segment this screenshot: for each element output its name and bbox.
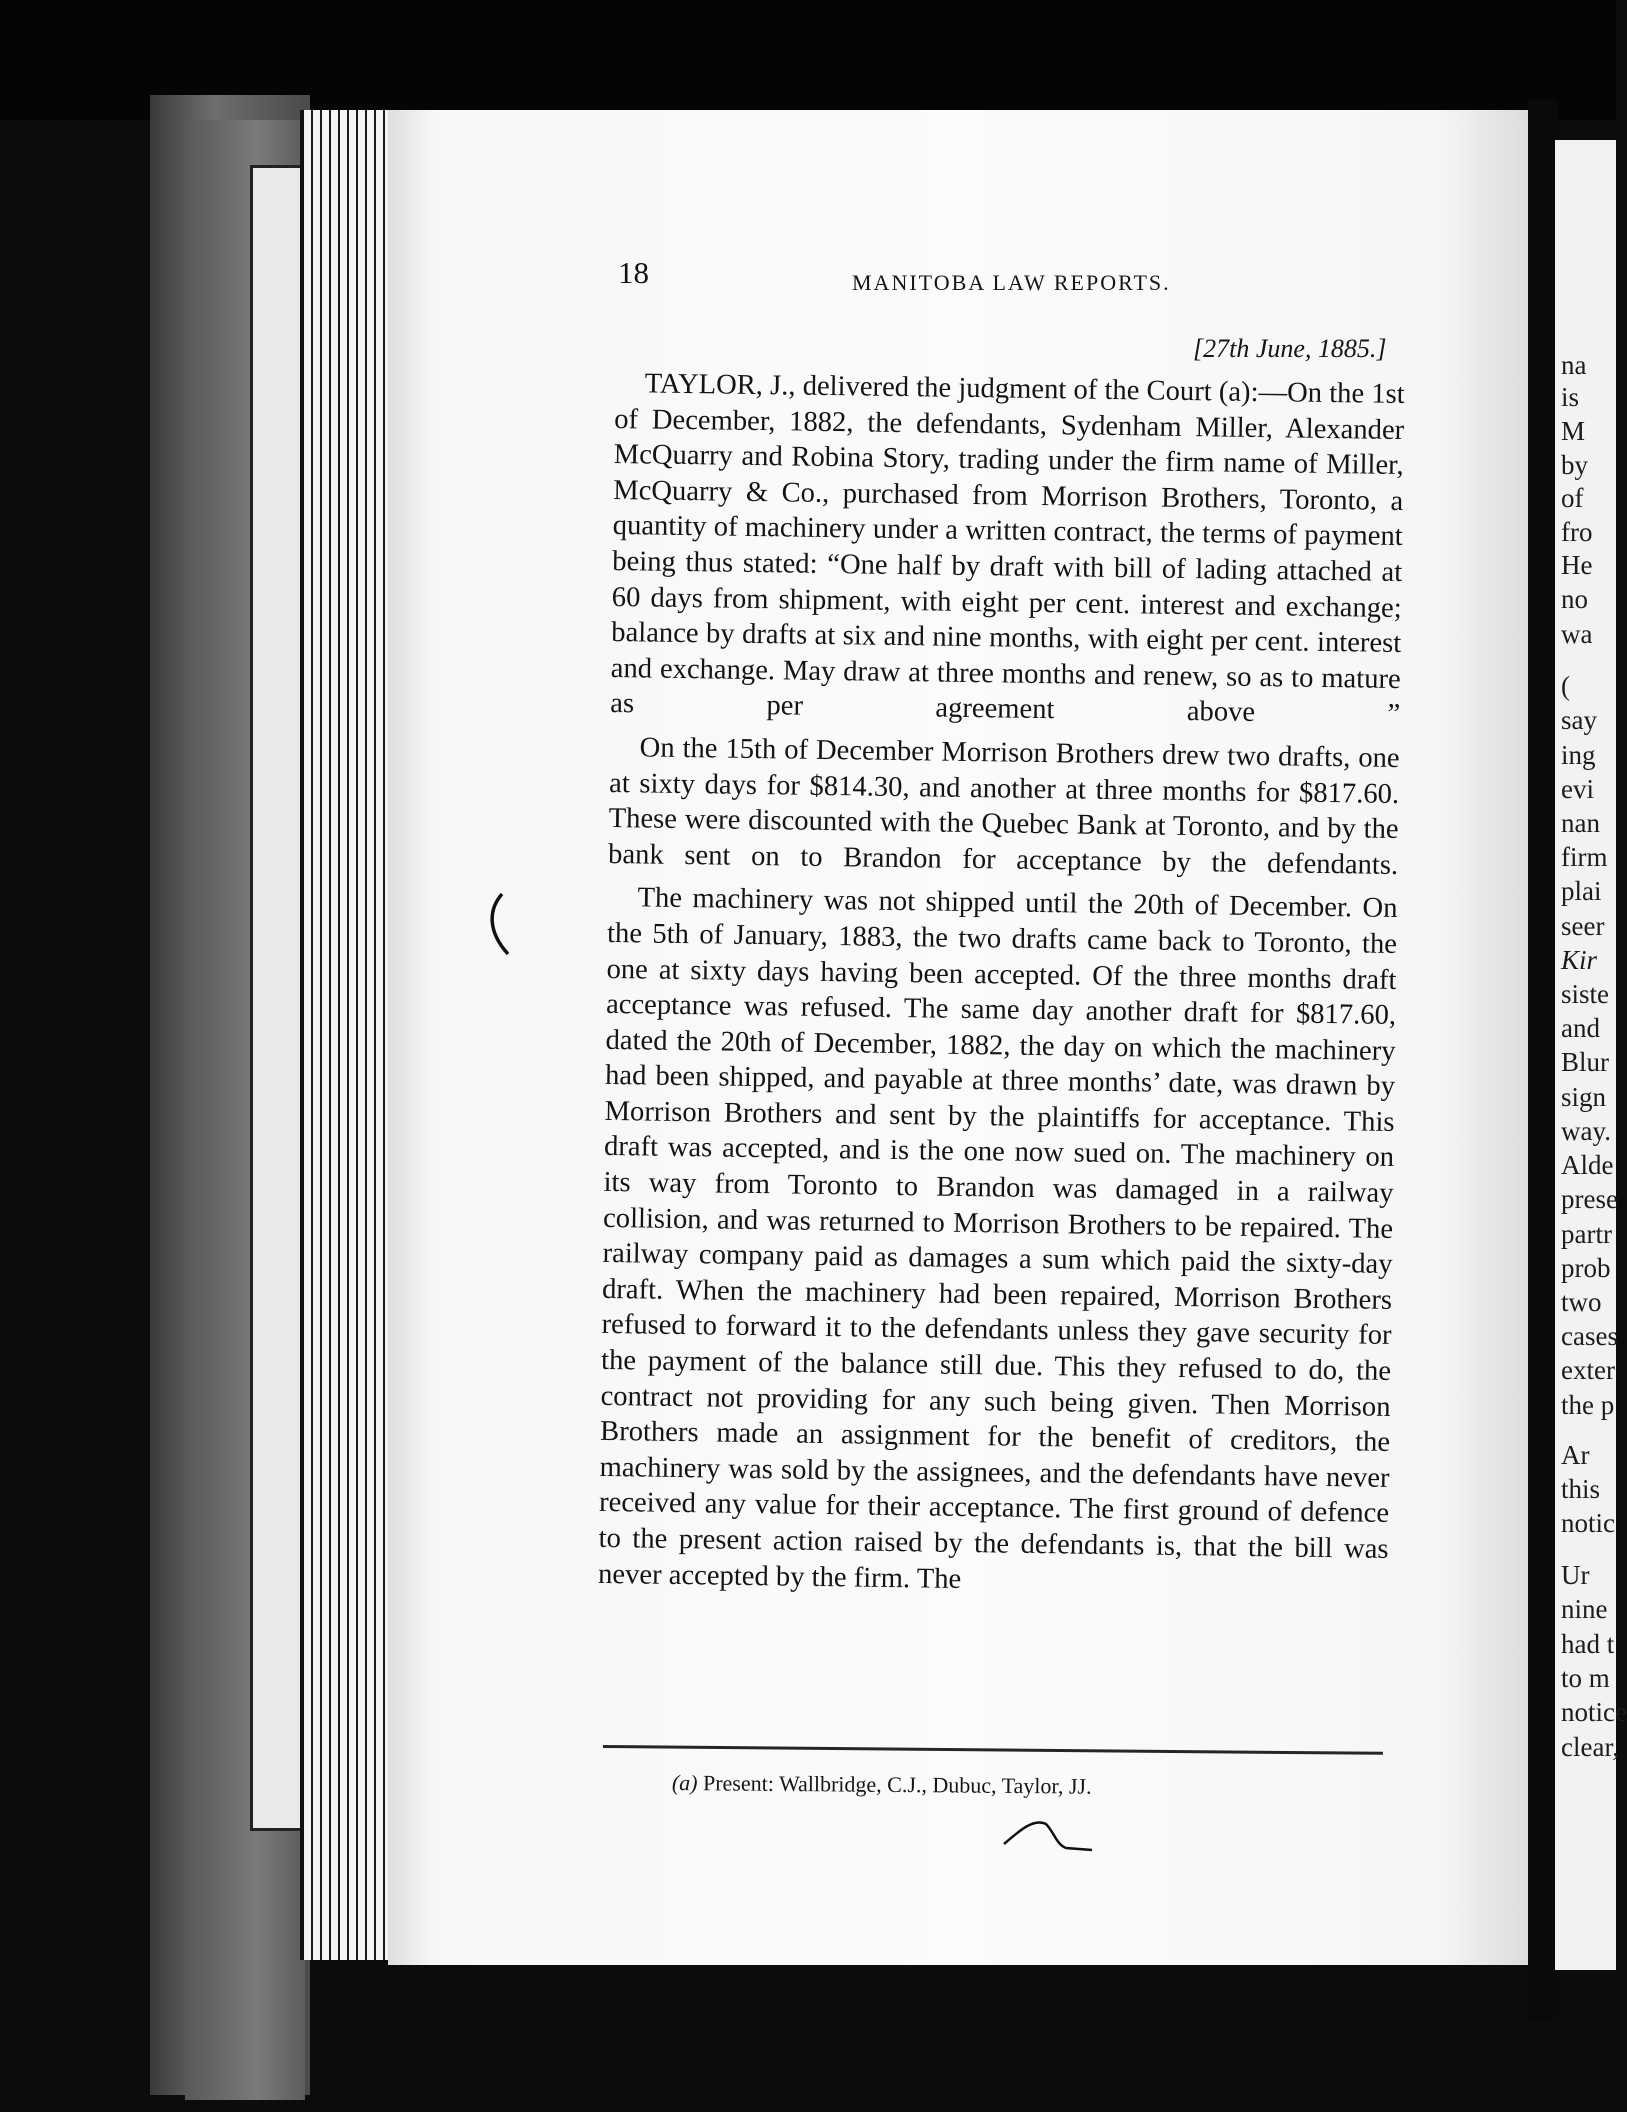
facing-page-fragment: two xyxy=(1561,1287,1602,1317)
running-head: MANITOBA LAW REPORTS. xyxy=(852,270,1171,295)
facing-page-fragment: by xyxy=(1561,450,1588,480)
footnote xyxy=(672,1770,1092,1800)
facing-page-fragment: na xyxy=(1561,350,1587,380)
facing-page-fragment: is xyxy=(1561,382,1580,412)
facing-page-fragment: clear, xyxy=(1561,1732,1620,1762)
facing-page-fragment: way. xyxy=(1561,1116,1611,1146)
book-gutter xyxy=(1528,100,1558,2020)
facing-page xyxy=(1555,140,1627,1970)
footnote-marker: (a) xyxy=(671,1770,698,1796)
facing-page-fragment: M xyxy=(1561,416,1586,446)
facing-page-fragment: say xyxy=(1561,705,1597,735)
facing-page-fragment: exter xyxy=(1561,1355,1615,1385)
page-edges xyxy=(300,110,394,1960)
facing-page-fragment: the p xyxy=(1561,1390,1615,1420)
facing-page-fragment: He xyxy=(1561,550,1593,580)
facing-page-fragment: Ur xyxy=(1561,1560,1590,1590)
facing-page-fragment: no xyxy=(1561,584,1588,614)
facing-page-fragment: siste xyxy=(1561,979,1610,1009)
judgment-text xyxy=(598,366,1405,1603)
facing-page-fragment: had t xyxy=(1561,1629,1615,1659)
facing-page-fragment: nan xyxy=(1561,808,1600,838)
pen-mark-bracket xyxy=(480,890,520,960)
judge-name: TAYLOR xyxy=(644,368,757,401)
footnote-text: Present: Wallbridge, C.J., Dubuc, Taylor, JJ. xyxy=(702,1770,1092,1799)
facing-page-fragment: of xyxy=(1561,483,1584,513)
facing-page-fragment: seer xyxy=(1561,911,1605,941)
facing-page-fragment: Alde xyxy=(1561,1150,1614,1180)
facing-page-fragment: ing xyxy=(1561,740,1596,770)
paragraph-1: TAYLOR, J., delivered the judgment of the Court (a):—On the 1st of December, 1882, the defendants, Sydenham Miller, Alexander McQuarry and Robina Story, trading under the firm name of Miller, McQuarry & Co., purchased from Morrison Brothers, Toronto, a quantity of machinery under a written contract, the terms of payment being thus stated: “One half by draft with bill of lading attached at 60 days from shipment, with eight per cent. interest and exchange; balance by drafts at six and nine months, with eight per cent. interest and exchange. May draw at three months and renew, so as to mature as per agreement above ” xyxy=(610,368,1405,731)
facing-page-fragment: wa xyxy=(1561,619,1593,649)
paragraph-3: The machinery was not shipped until the 20th of December. On the 5th of January, 1883, the two drafts came back to Toronto, the one at sixty days having been accepted. Of the three months draft acceptance was refused. The same day another draft for $817.60, dated the 20th of December, 1882, the day on which the machinery had been shipped, and payable at three months’ date, was drawn by Morrison Brothers and sent by the plaintiffs for acceptance. This draft was accepted, and is the one now sued on. The machinery on its way from Toronto to Brandon was damaged in a railway collision, and was returned to Morrison Brothers to be repaired. The railway company paid as damages a sum which paid the sixty-day draft. When the machinery had been repaired, Morrison Brothers refused to forward it to the defendants unless they gave security for the payment of the balance still due. This they refused to do, the contract not providing for any such being given. Then Morrison Brothers made an assignment for the benefit of creditors, the machinery was sold by the assignees, and the defendants have never received any value for their acceptance. The first ground of defence to the present action raised by the defendants is, that the bill was never accepted by the firm. The xyxy=(597,882,1398,1595)
facing-page-fragment: ( xyxy=(1561,671,1570,701)
facing-page-fragment: to m xyxy=(1561,1663,1610,1693)
facing-page-fragment: Ar xyxy=(1561,1440,1590,1470)
facing-page-fragment: fro xyxy=(1561,517,1593,547)
pen-mark-squiggle xyxy=(1000,1810,1100,1860)
facing-page-fragment: evi xyxy=(1561,774,1594,804)
page-number: 18 xyxy=(618,255,649,290)
facing-page-fragment: prese xyxy=(1561,1184,1618,1214)
facing-page-fragment: this xyxy=(1561,1474,1601,1504)
facing-page-fragment: cases xyxy=(1561,1321,1618,1351)
facing-page-fragment: and xyxy=(1561,1013,1600,1043)
facing-page-fragment: firm xyxy=(1561,842,1608,872)
facing-page-fragment: Kir xyxy=(1561,945,1598,975)
facing-page-fragment: Blur xyxy=(1561,1047,1610,1077)
facing-page-fragment: nine xyxy=(1561,1594,1608,1624)
judgment-date: [27th June, 1885.] xyxy=(1193,334,1387,363)
facing-page-fragment: partr xyxy=(1561,1219,1612,1249)
facing-page-fragment: notic xyxy=(1561,1508,1615,1538)
facing-page-fragment: plai xyxy=(1561,876,1602,906)
facing-page-fragment: sign xyxy=(1561,1082,1607,1112)
facing-page-fragment: notice xyxy=(1561,1697,1627,1727)
paragraph-2: On the 15th of December Morrison Brothers drew two drafts, one at sixty days for $814.30, and another at three months for $817.60. These were discounted with the Quebec Bank at Toronto, and by the bank sent on to Brandon for acceptance by the defendants. xyxy=(607,732,1400,881)
facing-page-fragment: prob xyxy=(1561,1253,1611,1283)
